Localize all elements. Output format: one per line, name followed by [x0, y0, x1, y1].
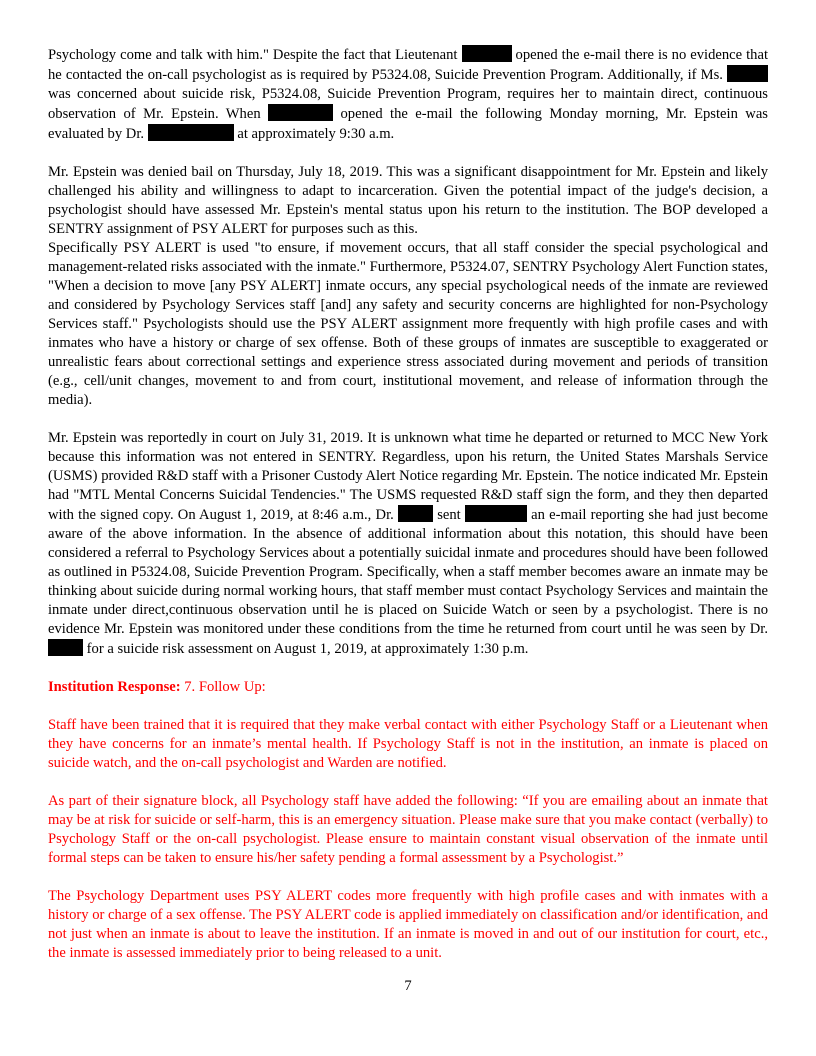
follow-up-heading: 7. Follow Up:	[184, 679, 266, 695]
para1-text-4: opened the e-mail the following Monday morning, Mr. Epstein was evaluated by Dr.	[48, 106, 768, 142]
redaction-bar	[462, 45, 512, 62]
para1-text-2: opened the e-mail there is no evidence that he contacted the on-call psychologist as is required by P5324.08, Suicide Prevention Program. Additionally, if Ms.	[48, 47, 769, 83]
redaction-bar	[48, 639, 83, 656]
response-paragraph-training: Staff have been trained that it is required that they make verbal contact with either Psychology Staff or a Lieutenant when they have concerns for an inmate’s mental health. If Psychology Staff is not in the institution, an inmate is placed on suicide watch, and the on-call psychologist and Warden are notified.	[48, 717, 768, 771]
para4-text-4: for a suicide risk assessment on August 1, 2019, at approximately 1:30 p.m.	[86, 641, 529, 657]
para4-text-2: sent	[437, 507, 461, 523]
para1-text-5: at approximately 9:30 a.m.	[237, 126, 395, 142]
paragraph-court-return	[48, 429, 768, 659]
institution-response-heading	[48, 678, 768, 697]
para4-text-3: an e-mail reporting she had just become aware of the above information. In the absence of additional information about this notation, this should have been considered a referral to Psychology Services about a potentially suicidal inmate and procedures should have been followed as outlined in P5324.08, Suicide Prevention Program. Specifically, when a staff member becomes aware an inmate may be thinking about suicide during normal working hours, that staff member must contact Psychology Services and maintain the inmate under direct,continuous observation until he is placed on Suicide Watch or seen by a psychologist. There is no evidence Mr. Epstein was monitored under these conditions from the time he returned from court until he was seen by Dr.	[48, 507, 768, 637]
page-number: 7	[404, 978, 412, 994]
redaction-bar	[148, 124, 234, 141]
redaction-bar	[727, 65, 768, 82]
redaction-bar	[268, 104, 333, 121]
paragraph-bail-denied: Mr. Epstein was denied bail on Thursday, July 18, 2019. This was a significant disappointment for Mr. Epstein and likely challenged his ability and willingness to adapt to incarceration. Given the potential impact of the judge's decision, a psychologist should have assessed Mr. Epstein's mental status upon his return to the institution. The BOP developed a SENTRY assignment of PSY ALERT for purposes such as this.	[48, 164, 768, 237]
para1-text-1: Psychology come and talk with him." Despite the fact that Lieutenant	[48, 47, 458, 63]
para1-text-3: was concerned about suicide risk, P5324.08, Suicide Prevention Program, requires her to maintain direct, continuous observation of Mr. Epstein. When	[48, 86, 768, 122]
page-body	[48, 45, 768, 982]
institution-response-label: Institution Response:	[48, 679, 181, 695]
redaction-bar	[398, 505, 433, 522]
paragraph-psy-alert: Specifically PSY ALERT is used "to ensure, if movement occurs, that all staff consider the special psychological and management-related risks associated with the inmate." Furthermore, P5324.07, SENTRY Psychology Alert Function states, "When a decision to move [any PSY ALERT] inmate occurs, any special psychological needs of the inmate are reviewed and considered by Psychology Services staff [and] any safety and security concerns are highlighted for non-Psychology Services staff." Psychologists should use the PSY ALERT assignment more frequently with high profile cases and with inmates who have a history or charge of sex offense. Both of these groups of inmates are susceptible to exaggerated or unrealistic fears about correctional settings and experience stress associated during movement and periods of transition (e.g., cell/unit changes, movement to and from court, institutional movement, and release of information through the media).	[48, 240, 768, 408]
response-paragraph-signature-block: As part of their signature block, all Psychology staff have added the following: “If you are emailing about an inmate that may be at risk for suicide or self-harm, this is an emergency situation. Please make sure that you make contact (verbally) to Psychology Staff or the on-call psychologist. Please ensure to maintain constant visual observation of the inmate until formal steps can be taken to ensure his/her safety pending a formal assessment by a Psychologist.”	[48, 793, 768, 866]
para4-text-1: Mr. Epstein was reportedly in court on July 31, 2019. It is unknown what time he departed or returned to MCC New York because this information was not entered in SENTRY. Regardless, upon his return, the United States Marshals Service (USMS) provided R&D staff with a Prisoner Custody Alert Notice regarding Mr. Epstein. The notice indicated Mr. Epstein had "MTL Mental Concerns Suicidal Tendencies." The USMS requested R&D staff sign the form, and they then departed with the signed copy. On August 1, 2019, at 8:46 a.m., Dr.	[48, 430, 768, 523]
redaction-bar	[465, 505, 527, 522]
paragraph-email-followup	[48, 45, 768, 144]
response-paragraph-psy-alert-codes: The Psychology Department uses PSY ALERT codes more frequently with high profile cases and with inmates with a history or charge of a sex offense. The PSY ALERT code is applied immediately on classification and/or identification, and not just when an inmate is about to leave the institution. If an inmate is moved in and out of our institution for court, etc., the inmate is assessed immediately prior to being released to a unit.	[48, 888, 768, 961]
